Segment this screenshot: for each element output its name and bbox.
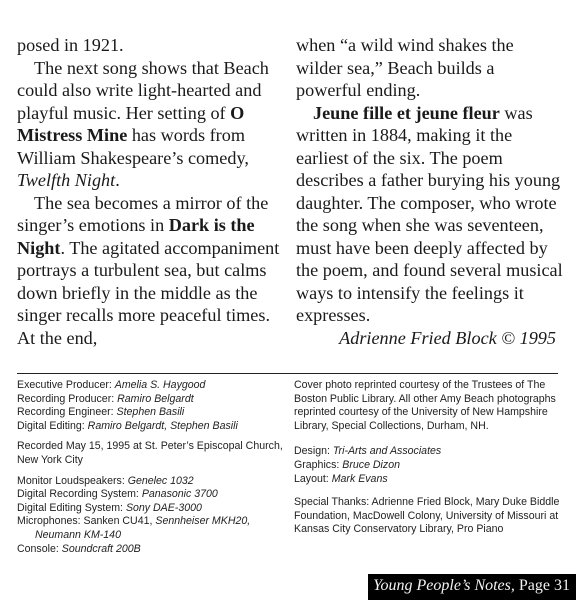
credit-digital-editing: Digital Editing: Ramiro Belgardt, Stephen Basili xyxy=(17,419,238,432)
page-number-label xyxy=(373,577,570,595)
right-text-column xyxy=(296,34,564,349)
publication-credits xyxy=(294,379,560,537)
page-footer xyxy=(368,574,576,600)
paragraph-text: when “a wild wind shakes the wilder sea,” Beach builds a powerful ending. xyxy=(296,35,514,100)
credit-microphones-cont: Neumann KM-140 xyxy=(35,528,121,541)
credit-digital-recording-system: Digital Recording System: Panasonic 3700 xyxy=(17,488,218,501)
credit-design: Design: Tri-Arts and Associates xyxy=(294,445,442,458)
song-title-o-mistress-mine: O Mistress Mine xyxy=(17,102,245,145)
paragraph-continuation xyxy=(296,34,564,102)
paragraph-continuation xyxy=(17,34,287,57)
song-title-jeune-fille: Jeune fille et jeune fleur xyxy=(313,102,500,123)
page-number: Page 31 xyxy=(514,577,570,594)
credit-recording-date: Recorded May 15, 1995 at St. Peter’s Episcopal Church, New York City xyxy=(17,440,283,466)
paragraph-text: The sea becomes a mirror of the singer’s emotions in xyxy=(17,192,269,235)
section-divider xyxy=(17,373,558,374)
credit-graphics: Graphics: Bruce Dizon xyxy=(294,458,400,471)
production-credits xyxy=(17,379,287,556)
credit-console: Console: Soundcraft 200B xyxy=(17,542,141,555)
paragraph-jeune-fille xyxy=(296,102,564,327)
paragraph-text: was written in 1884, making it the earliest of the six. The poem describes a father burying his young daughter. The composer, who wrote the song when she was seventeen, must have been deeply affected by the poem, and found several musical ways to intensify the feelings it expresses. xyxy=(296,102,563,325)
paragraph-text: . xyxy=(115,170,120,190)
paragraph-text: has words from William Shakespeare’s comedy, xyxy=(17,125,249,168)
author-signature: Adrienne Fried Block © 1995 xyxy=(339,327,556,348)
credit-recording-producer: Recording Producer: Ramiro Belgardt xyxy=(17,392,194,405)
credit-digital-editing-system: Digital Editing System: Sony DAE-3000 xyxy=(17,501,202,514)
left-text-column xyxy=(17,34,287,349)
work-title-twelfth-night: Twelfth Night xyxy=(17,170,116,190)
paragraph-o-mistress-mine xyxy=(17,57,287,192)
credit-layout: Layout: Mark Evans xyxy=(294,472,388,485)
continued-line: posed in 1921. xyxy=(17,35,124,55)
credit-recording-engineer: Recording Engineer: Stephen Basili xyxy=(17,406,185,419)
credit-monitor-loudspeakers: Monitor Loudspeakers: Genelec 1032 xyxy=(17,474,194,487)
credit-microphones: Microphones: Sanken CU41, Sennheiser MKH20, xyxy=(17,515,251,528)
credit-executive-producer: Executive Producer: Amelia S. Haygood xyxy=(17,379,206,391)
paragraph-text: The next song shows that Beach could also write light-hearted and playful music. Her setting of xyxy=(17,57,269,123)
credit-cover-photo: Cover photo reprinted courtesy of the Trustees of The Boston Public Library. All other Amy Beach photographs reprinted courtesy of the University of New Hampshire Library, Special Collections, Durham, NH. xyxy=(294,379,556,432)
section-name: Young People’s Notes, xyxy=(373,577,515,594)
paragraph-text: . The agitated accompaniment portrays a turbulent sea, but calms down briefly in the middle as the singer recalls more peaceful times. At the end, xyxy=(17,237,280,348)
paragraph-dark-is-the-night xyxy=(17,192,287,350)
credit-special-thanks: Special Thanks: Adrienne Fried Block, Mary Duke Biddle Foundation, MacDowell Colony, University of Missouri at Kansas City Conservatory Library, Pro Piano xyxy=(294,496,560,536)
song-title-dark-is-the-night: Dark is the Night xyxy=(17,215,255,258)
